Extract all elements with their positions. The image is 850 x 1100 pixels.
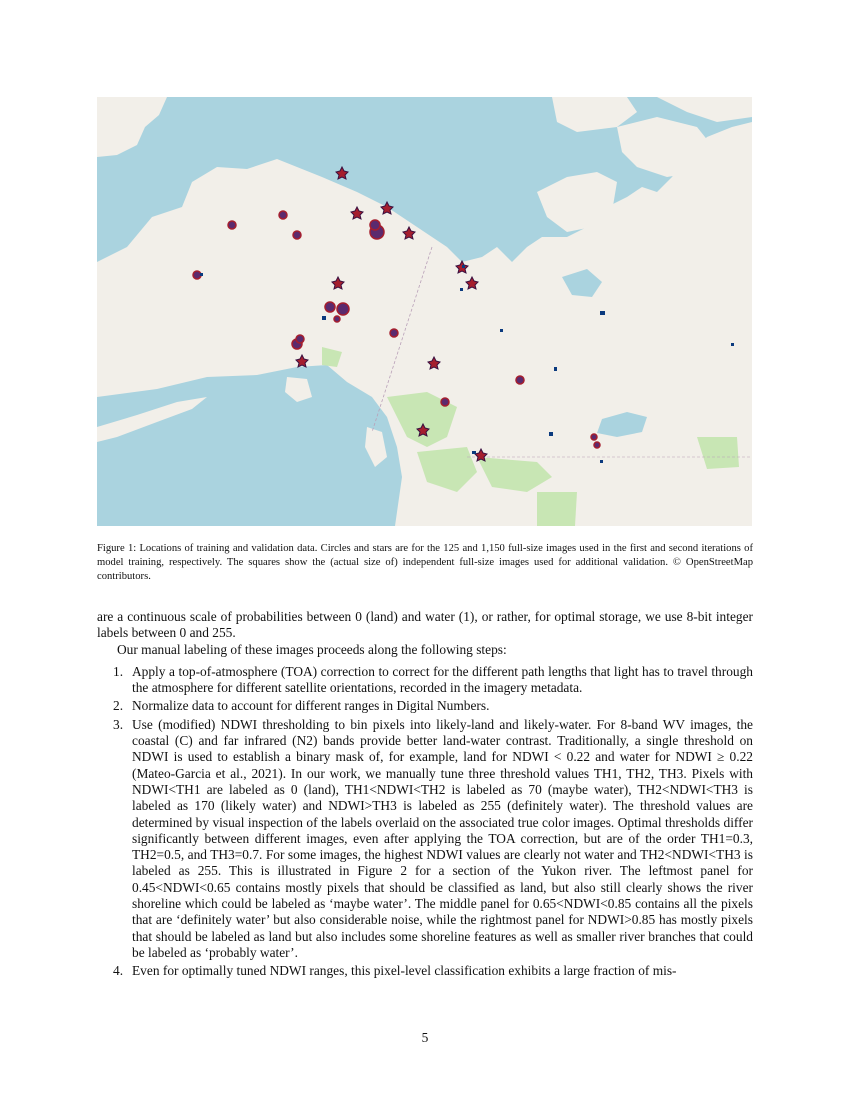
square-marker <box>462 265 465 268</box>
square-marker <box>200 273 203 276</box>
circle-marker <box>293 231 301 239</box>
list-item-text: Use (modified) NDWI thresholding to bin pixels into likely-land and likely-water. For 8-band WV images, the coastal (C) and far infrared (N2) bands provide better land-water contrast. Traditionally, a single threshold on NDWI is used to establish a binary mask of, for example, land for NDWI < 0.22 and water for NDWI ≥ 0.22 (Mateo-Garcia et al., 2021). In our work, we manually tune three threshold values TH1, TH2, TH3. Pixels with NDWI<TH1 are labeled as 0 (land), TH1<NDWI<TH2 is labeled as 70 (maybe water), TH2<NDWI<TH3 is labeled as 170 (likely water) and NDWI>TH3 is labeled as 255 (definitely water). The threshold values are determined by visual inspection of the labels overlaid on the associated true color images. Optimal thresholds differ significantly between different images, even after applying the TOA correction, but are of the order TH1=0.3, TH2=0.5, and TH3=0.7. For some images, the highest NDWI values are clearly not water and TH2<NDWI<TH3 is labeled as 255. This is illustrated in Figure 2 for a section of the Yukon river. The leftmost panel for 0.45<NDWI<0.65 contains mostly pixels that should be classified as land, but also still clearly shows the river shoreline which could be labeled as ‘maybe water’. The middle panel for 0.65<NDWI<0.85 contains all the pixels that are ‘definitely water’ but also considerable noise, while the rightmost panel for NDWI>0.85 has mostly pixels that should be labeled as land but also includes some shoreline features as well as smaller river branches that could be labeled as ‘probably water’. <box>132 716 753 960</box>
circle-marker <box>228 221 236 229</box>
steps-list <box>97 664 753 980</box>
list-item-text: Even for optimally tuned NDWI ranges, this pixel-level classification exhibits a large fraction of mis- <box>132 963 677 979</box>
circle-marker <box>516 376 524 384</box>
list-item-text: Normalize data to account for different ranges in Digital Numbers. <box>132 698 490 714</box>
page-number: 5 <box>421 1030 429 1045</box>
circle-marker <box>390 329 398 337</box>
circle-marker <box>337 303 349 315</box>
circle-marker <box>296 335 304 343</box>
circle-marker <box>441 398 449 406</box>
circle-marker <box>591 434 597 440</box>
circle-marker <box>334 316 340 322</box>
circle-marker <box>325 302 335 312</box>
list-item <box>97 717 753 961</box>
list-item-number: 2. <box>113 698 124 714</box>
location-map-figure <box>97 97 752 526</box>
square-marker <box>472 451 476 454</box>
list-item-number: 3. <box>113 716 124 732</box>
square-marker <box>554 367 557 371</box>
square-marker <box>322 316 326 320</box>
circle-marker <box>594 442 600 448</box>
square-marker <box>460 288 463 291</box>
list-item <box>97 698 753 714</box>
square-marker <box>600 460 603 463</box>
list-item <box>97 963 753 979</box>
square-marker <box>600 311 605 315</box>
list-item-number: 4. <box>113 963 124 979</box>
square-marker <box>549 432 553 436</box>
paragraph: Our manual labeling of these images proceeds along the following steps: <box>117 641 507 657</box>
circle-marker <box>370 220 380 230</box>
list-item-number: 1. <box>113 663 124 679</box>
list-item-text: Apply a top-of-atmosphere (TOA) correction to correct for the different path lengths that light has to travel through the atmosphere for different satellite orientations, recorded in the imagery metadata. <box>132 663 753 696</box>
circle-marker <box>193 271 201 279</box>
square-marker <box>731 343 734 346</box>
paragraph: are a continuous scale of probabilities between 0 (land) and water (1), or rather, for optimal storage, we use 8-bit integer labels between 0 and 255. <box>97 609 753 641</box>
body-text <box>97 609 753 982</box>
square-marker <box>500 329 503 332</box>
list-item <box>97 664 753 697</box>
figure-caption: Figure 1: Locations of training and validation data. Circles and stars are for the 125 and 1,150 full-size images used in the first and second iterations of model training, respectively. The squares show the (actual size of) independent full-size images used for additional validation. © OpenStreetMap contributors. <box>97 543 753 583</box>
circle-marker <box>279 211 287 219</box>
